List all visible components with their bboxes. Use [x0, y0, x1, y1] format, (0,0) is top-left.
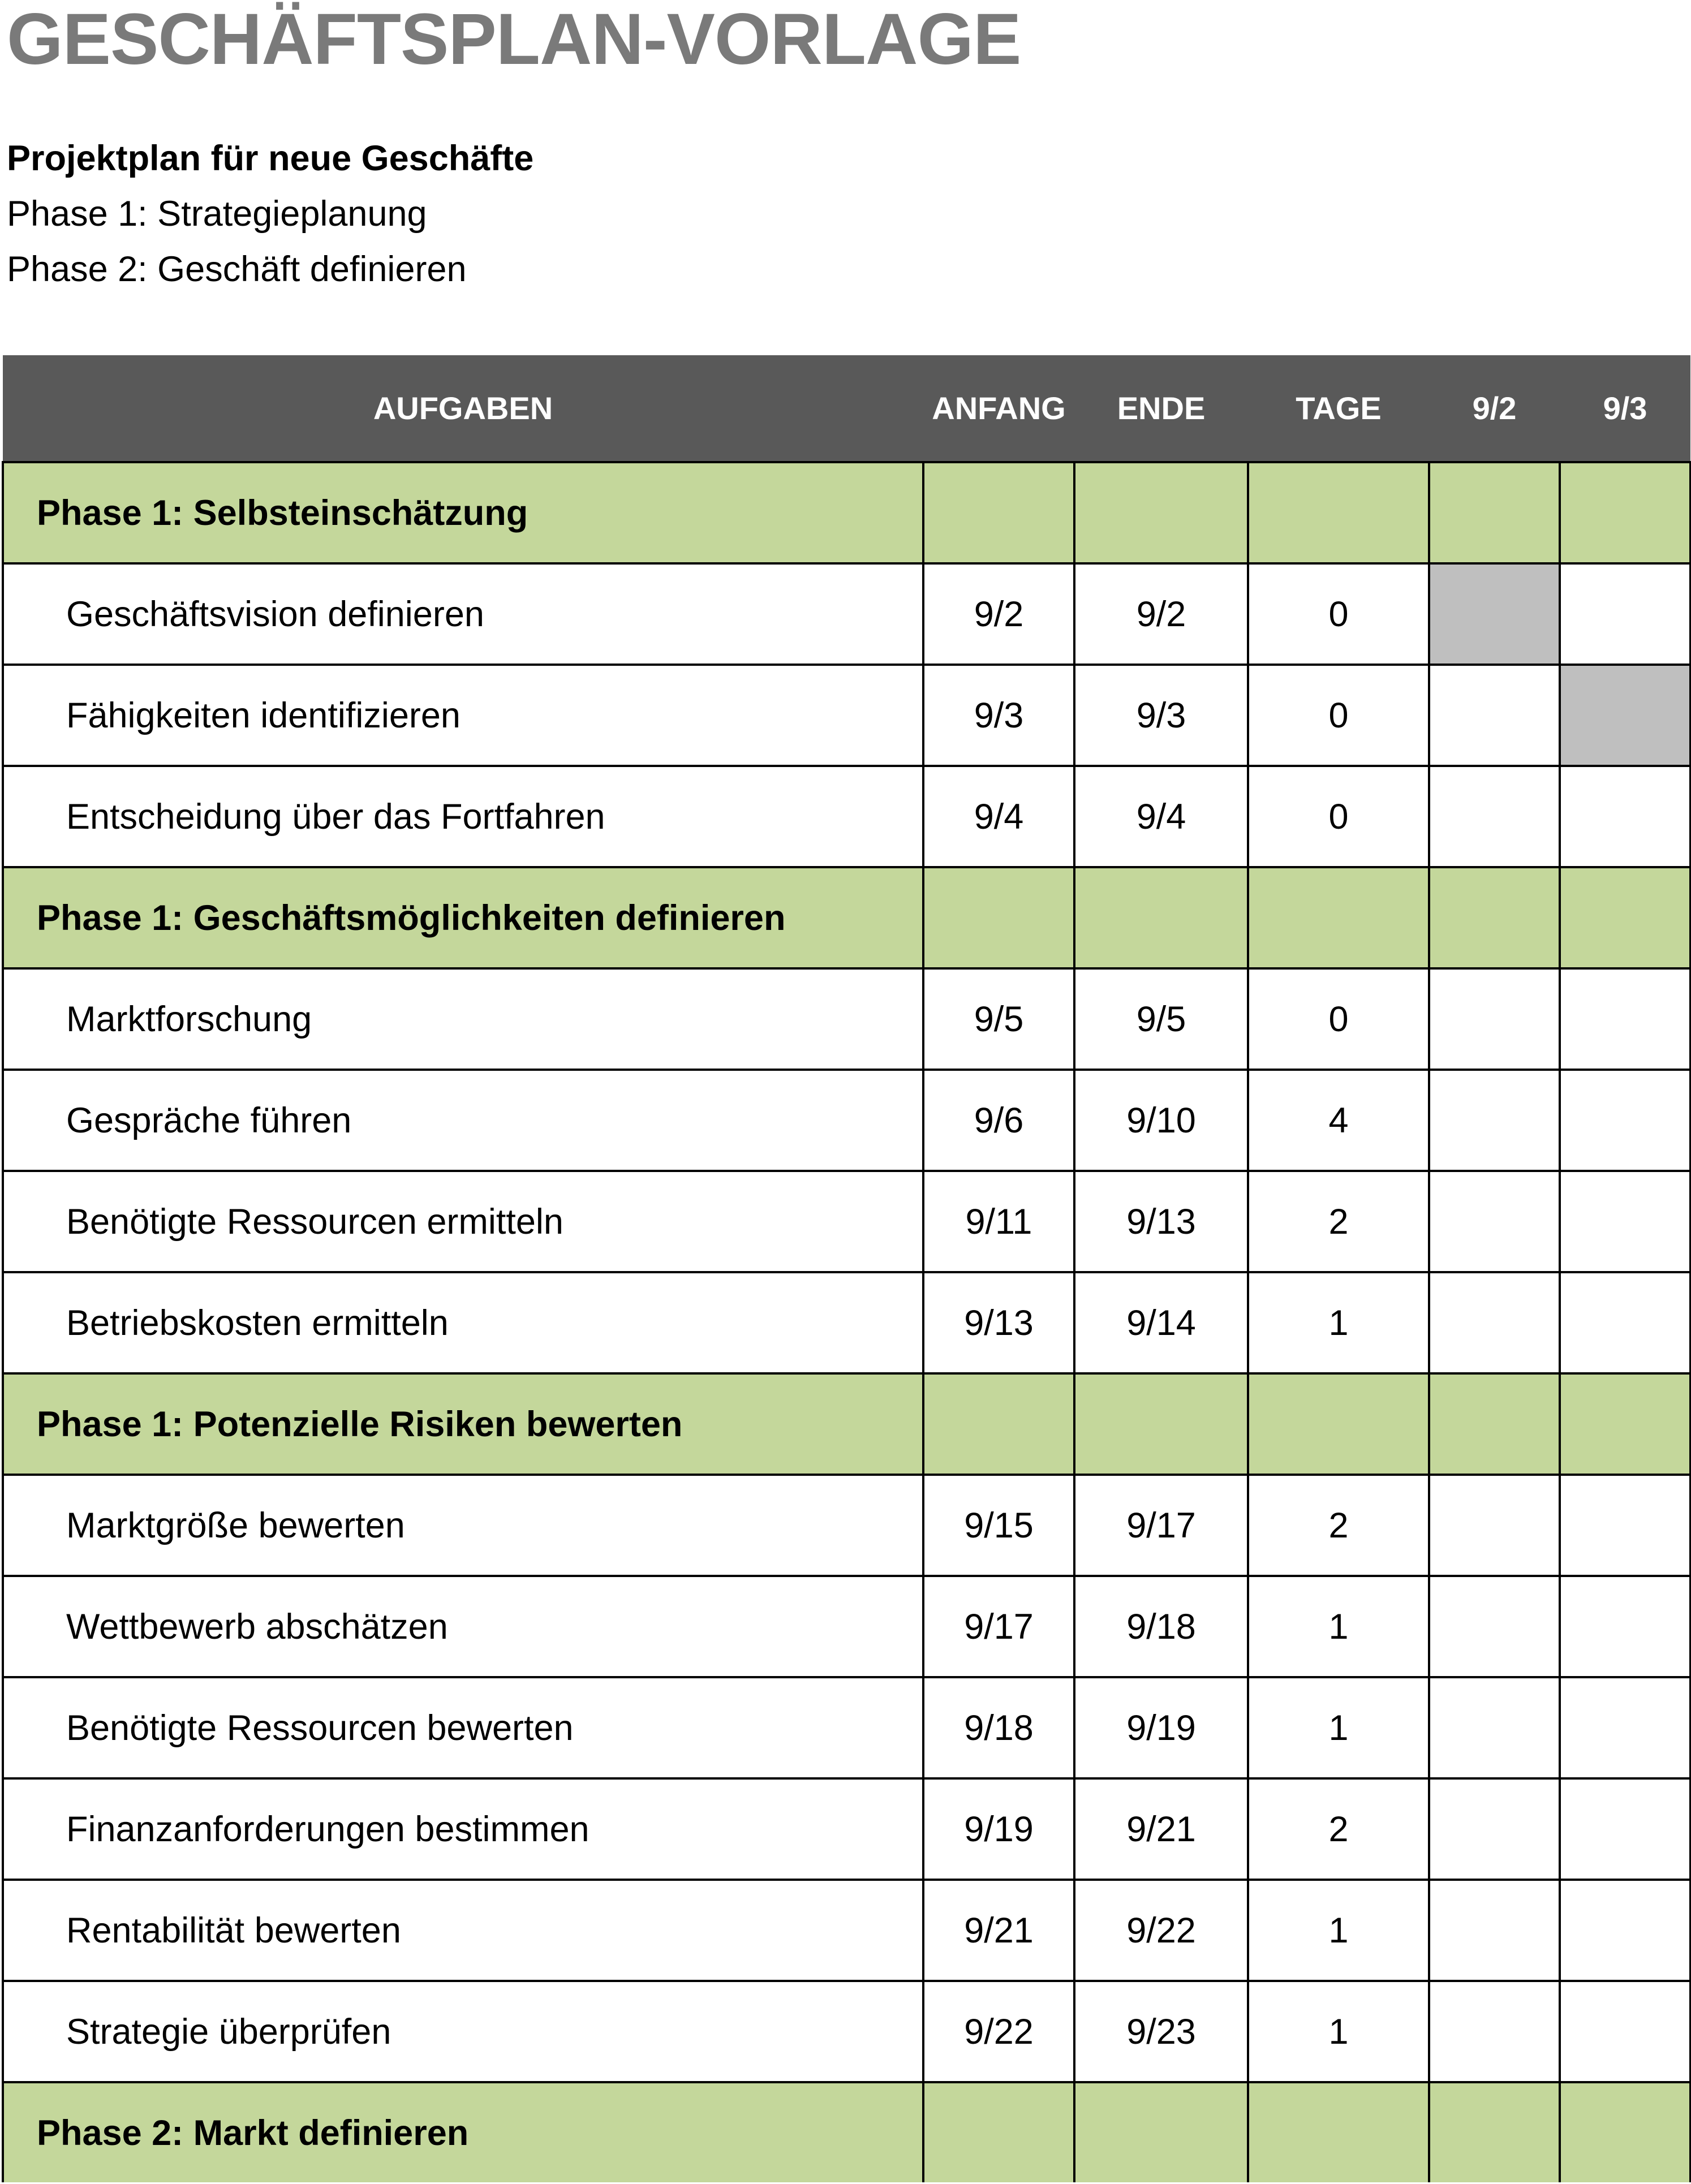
gantt-cell — [1429, 665, 1560, 766]
gantt-cell — [1429, 766, 1560, 867]
table-row — [3, 563, 1690, 665]
end-cell: 9/3 — [1074, 665, 1248, 766]
end-cell — [1074, 2082, 1248, 2182]
task-cell: Wettbewerb abschätzen — [3, 1576, 923, 1677]
days-cell: 0 — [1248, 968, 1429, 1070]
gantt-cell — [1560, 867, 1690, 968]
task-cell: Rentabilität bewerten — [3, 1880, 923, 1981]
start-cell: 9/5 — [923, 968, 1074, 1070]
start-cell: 9/21 — [923, 1880, 1074, 1981]
start-cell: 9/18 — [923, 1677, 1074, 1778]
start-cell: 9/15 — [923, 1475, 1074, 1576]
task-cell: Fähigkeiten identifizieren — [3, 665, 923, 766]
table-row — [3, 1475, 1690, 1576]
gantt-cell-filled — [1429, 563, 1560, 665]
phase-title: Phase 1: Potenzielle Risiken bewerten — [3, 1373, 923, 1475]
phase-row — [3, 1373, 1690, 1475]
table-row — [3, 665, 1690, 766]
start-cell — [923, 1373, 1074, 1475]
start-cell: 9/19 — [923, 1778, 1074, 1880]
phase-row — [3, 2082, 1690, 2182]
phase-title: Phase 2: Markt definieren — [3, 2082, 923, 2182]
task-cell: Geschäftsvision definieren — [3, 563, 923, 665]
days-cell — [1248, 867, 1429, 968]
end-cell: 9/4 — [1074, 766, 1248, 867]
gantt-cell — [1429, 1272, 1560, 1373]
header-day-1: 9/2 — [1429, 355, 1560, 462]
gantt-cell — [1560, 1373, 1690, 1475]
table-row — [3, 1778, 1690, 1880]
gantt-cell — [1560, 462, 1690, 563]
header-start: ANFANG — [923, 355, 1074, 462]
gantt-cell — [1560, 1475, 1690, 1576]
gantt-cell — [1560, 766, 1690, 867]
end-cell: 9/5 — [1074, 968, 1248, 1070]
days-cell: 1 — [1248, 1981, 1429, 2082]
days-cell: 2 — [1248, 1778, 1429, 1880]
gantt-cell — [1429, 1171, 1560, 1272]
gantt-cell — [1560, 1880, 1690, 1981]
gantt-cell — [1560, 968, 1690, 1070]
table-row — [3, 1880, 1690, 1981]
document-title: GESCHÄFTSPLAN-VORLAGE — [7, 0, 1021, 80]
task-cell: Betriebskosten ermitteln — [3, 1272, 923, 1373]
gantt-cell — [1429, 1880, 1560, 1981]
days-cell — [1248, 1373, 1429, 1475]
start-cell — [923, 462, 1074, 563]
phase-title: Phase 1: Geschäftsmöglichkeiten definieren — [3, 867, 923, 968]
header-end: ENDE — [1074, 355, 1248, 462]
task-cell: Gespräche führen — [3, 1070, 923, 1171]
phase-line-2: Phase 2: Geschäft definieren — [7, 249, 467, 289]
gantt-cell — [1560, 1576, 1690, 1677]
start-cell: 9/3 — [923, 665, 1074, 766]
table-row — [3, 1981, 1690, 2082]
end-cell: 9/22 — [1074, 1880, 1248, 1981]
gantt-cell — [1560, 1981, 1690, 2082]
gantt-cell — [1429, 2082, 1560, 2182]
gantt-cell — [1429, 1981, 1560, 2082]
header-days: TAGE — [1248, 355, 1429, 462]
start-cell: 9/13 — [923, 1272, 1074, 1373]
end-cell: 9/21 — [1074, 1778, 1248, 1880]
end-cell — [1074, 1373, 1248, 1475]
end-cell: 9/14 — [1074, 1272, 1248, 1373]
days-cell: 2 — [1248, 1475, 1429, 1576]
phase-row — [3, 462, 1690, 563]
end-cell — [1074, 462, 1248, 563]
phase-row — [3, 867, 1690, 968]
phase-title: Phase 1: Selbsteinschätzung — [3, 462, 923, 563]
table-row — [3, 968, 1690, 1070]
start-cell — [923, 867, 1074, 968]
task-cell: Finanzanforderungen bestimmen — [3, 1778, 923, 1880]
task-cell: Benötigte Ressourcen bewerten — [3, 1677, 923, 1778]
gantt-cell — [1560, 1070, 1690, 1171]
days-cell: 4 — [1248, 1070, 1429, 1171]
days-cell: 2 — [1248, 1171, 1429, 1272]
table-row — [3, 766, 1690, 867]
gantt-cell-filled — [1560, 665, 1690, 766]
task-cell: Marktgröße bewerten — [3, 1475, 923, 1576]
task-cell: Marktforschung — [3, 968, 923, 1070]
gantt-cell — [1429, 968, 1560, 1070]
gantt-cell — [1429, 867, 1560, 968]
end-cell: 9/18 — [1074, 1576, 1248, 1677]
gantt-cell — [1560, 1778, 1690, 1880]
end-cell: 9/10 — [1074, 1070, 1248, 1171]
end-cell: 9/17 — [1074, 1475, 1248, 1576]
phase-line-1: Phase 1: Strategieplanung — [7, 194, 427, 234]
days-cell: 1 — [1248, 1677, 1429, 1778]
gantt-cell — [1560, 1171, 1690, 1272]
gantt-cell — [1429, 462, 1560, 563]
end-cell: 9/13 — [1074, 1171, 1248, 1272]
days-cell: 1 — [1248, 1272, 1429, 1373]
gantt-cell — [1560, 1272, 1690, 1373]
gantt-cell — [1560, 1677, 1690, 1778]
table-row — [3, 1171, 1690, 1272]
header-tasks: AUFGABEN — [3, 355, 923, 462]
days-cell — [1248, 462, 1429, 563]
start-cell: 9/6 — [923, 1070, 1074, 1171]
days-cell: 0 — [1248, 563, 1429, 665]
table-row — [3, 1272, 1690, 1373]
task-cell: Strategie überprüfen — [3, 1981, 923, 2082]
gantt-cell — [1429, 1373, 1560, 1475]
table-row — [3, 1677, 1690, 1778]
end-cell: 9/2 — [1074, 563, 1248, 665]
days-cell: 0 — [1248, 766, 1429, 867]
days-cell: 1 — [1248, 1880, 1429, 1981]
gantt-cell — [1560, 563, 1690, 665]
gantt-cell — [1429, 1576, 1560, 1677]
start-cell: 9/22 — [923, 1981, 1074, 2082]
task-cell: Benötigte Ressourcen ermitteln — [3, 1171, 923, 1272]
project-plan-table — [2, 355, 1691, 2182]
end-cell: 9/19 — [1074, 1677, 1248, 1778]
header-day-2: 9/3 — [1560, 355, 1690, 462]
days-cell — [1248, 2082, 1429, 2182]
end-cell — [1074, 867, 1248, 968]
start-cell: 9/17 — [923, 1576, 1074, 1677]
task-cell: Entscheidung über das Fortfahren — [3, 766, 923, 867]
start-cell: 9/11 — [923, 1171, 1074, 1272]
document-subtitle: Projektplan für neue Geschäfte — [7, 139, 534, 178]
gantt-cell — [1429, 1677, 1560, 1778]
days-cell: 1 — [1248, 1576, 1429, 1677]
gantt-cell — [1429, 1778, 1560, 1880]
table-header-row — [3, 355, 1690, 462]
start-cell — [923, 2082, 1074, 2182]
table-row — [3, 1070, 1690, 1171]
start-cell: 9/4 — [923, 766, 1074, 867]
gantt-cell — [1429, 1475, 1560, 1576]
days-cell: 0 — [1248, 665, 1429, 766]
table-row — [3, 1576, 1690, 1677]
start-cell: 9/2 — [923, 563, 1074, 665]
end-cell: 9/23 — [1074, 1981, 1248, 2082]
gantt-cell — [1429, 1070, 1560, 1171]
gantt-cell — [1560, 2082, 1690, 2182]
